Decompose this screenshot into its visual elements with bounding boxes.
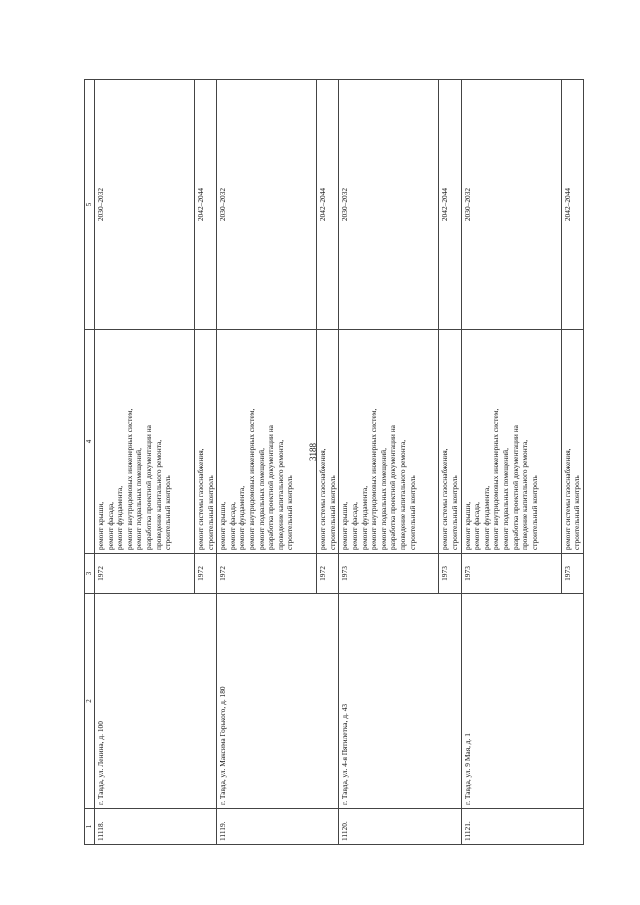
work-line: строительный контроль (163, 475, 173, 550)
work-line: ремонт внутридомовых инженерных систем, (124, 408, 134, 550)
column-number-row (85, 80, 95, 845)
work-line: строительный контроль (529, 475, 539, 550)
document-page (84, 80, 599, 845)
work-line: ремонт фундамента, (481, 485, 491, 550)
year-cell: 1972 (217, 554, 317, 594)
year-cell: 1972 (95, 554, 195, 594)
period-cell: 2042–2044 (317, 80, 339, 330)
table-row (217, 80, 317, 845)
work-line: ремонт фундамента, (115, 485, 125, 550)
work-line: строительный контроль (449, 475, 459, 550)
column-number: 4 (85, 330, 95, 554)
work-line: ремонт фундамента, (359, 485, 369, 550)
work-line: строительный контроль (327, 475, 337, 550)
works-cell (439, 330, 461, 554)
work-line: ремонт крыши, (96, 501, 105, 550)
period-cell: 2042–2044 (439, 80, 461, 330)
work-line: проведение капитального ремонта, (153, 439, 163, 550)
row-number: 11118. (95, 809, 217, 845)
year-cell: 1972 (317, 554, 339, 594)
table-row (339, 80, 439, 845)
work-line: ремонт фундамента, (237, 485, 247, 550)
table-row (95, 80, 195, 845)
work-line: ремонт внутридомовых инженерных систем, (369, 408, 379, 550)
column-number: 2 (85, 594, 95, 809)
period-cell: 2042–2044 (195, 80, 217, 330)
works-cell (461, 330, 561, 554)
period-cell: 2030–2032 (461, 80, 561, 330)
address-cell: г. Тавда, ул. 9 Мая, д. 1 (461, 594, 583, 809)
works-cell (561, 330, 583, 554)
work-line: разработка проектной документации на (388, 425, 398, 550)
address-cell: г. Тавда, ул. Ленина, д. 100 (95, 594, 217, 809)
period-cell: 2030–2032 (217, 80, 317, 330)
year-cell: 1973 (339, 554, 439, 594)
work-line: ремонт фасада, (105, 502, 115, 550)
table-row (461, 80, 561, 845)
column-number: 3 (85, 554, 95, 594)
work-line: ремонт подвальных помещений, (378, 448, 388, 550)
works-cell (195, 330, 217, 554)
work-line: ремонт системы газоснабжения, (318, 448, 328, 550)
year-cell: 1973 (439, 554, 461, 594)
work-line: ремонт системы газоснабжения, (562, 448, 572, 550)
work-line: разработка проектной документации на (510, 425, 520, 550)
column-number: 5 (85, 80, 95, 330)
work-line: разработка проектной документации на (266, 425, 276, 550)
work-line: ремонт подвальных помещений, (134, 448, 144, 550)
page-number-text: 3188 (308, 443, 318, 461)
work-line: ремонт крыши, (340, 501, 350, 550)
work-line: проведение капитального ремонта, (397, 439, 407, 550)
work-line: строительный контроль (205, 475, 215, 550)
work-line: проведение капитального ремонта, (275, 439, 285, 550)
work-line: ремонт внутридомовых инженерных систем, (246, 408, 256, 550)
row-number: 11119. (217, 809, 339, 845)
work-line: ремонт фасада, (227, 502, 237, 550)
work-line: ремонт крыши, (218, 501, 228, 550)
period-cell: 2042–2044 (561, 80, 583, 330)
address-cell: г. Тавда, ул. Максима Горького, д. 180 (217, 594, 339, 809)
period-cell: 2030–2032 (95, 80, 195, 330)
work-line: разработка проектной документации на (143, 425, 153, 550)
year-cell: 1973 (461, 554, 561, 594)
address-cell: г. Тавда, ул. 4-я Пятилетка, д. 43 (339, 594, 461, 809)
work-line: строительный контроль (572, 475, 582, 550)
capital-repair-table (84, 79, 584, 845)
work-line: ремонт системы газоснабжения, (196, 448, 205, 550)
work-line: проведение капитального ремонта, (520, 439, 530, 550)
work-line: строительный контроль (407, 475, 417, 550)
row-number: 11121. (461, 809, 583, 845)
works-cell (317, 330, 339, 554)
work-line: ремонт фасада, (472, 502, 482, 550)
work-line: ремонт внутридомовых инженерных систем, (491, 408, 501, 550)
works-cell (217, 330, 317, 554)
year-cell: 1972 (195, 554, 217, 594)
work-line: ремонт системы газоснабжения, (440, 448, 450, 550)
year-cell: 1973 (561, 554, 583, 594)
work-line: строительный контроль (285, 475, 295, 550)
works-cell (339, 330, 439, 554)
works-cell (95, 330, 195, 554)
work-line: ремонт крыши, (462, 501, 472, 550)
period-cell: 2030–2032 (339, 80, 439, 330)
row-number: 11120. (339, 809, 461, 845)
work-line: ремонт подвальных помещений, (256, 448, 266, 550)
work-line: ремонт фасада, (349, 502, 359, 550)
work-line: ремонт подвальных помещений, (500, 448, 510, 550)
column-number: 1 (85, 809, 95, 845)
